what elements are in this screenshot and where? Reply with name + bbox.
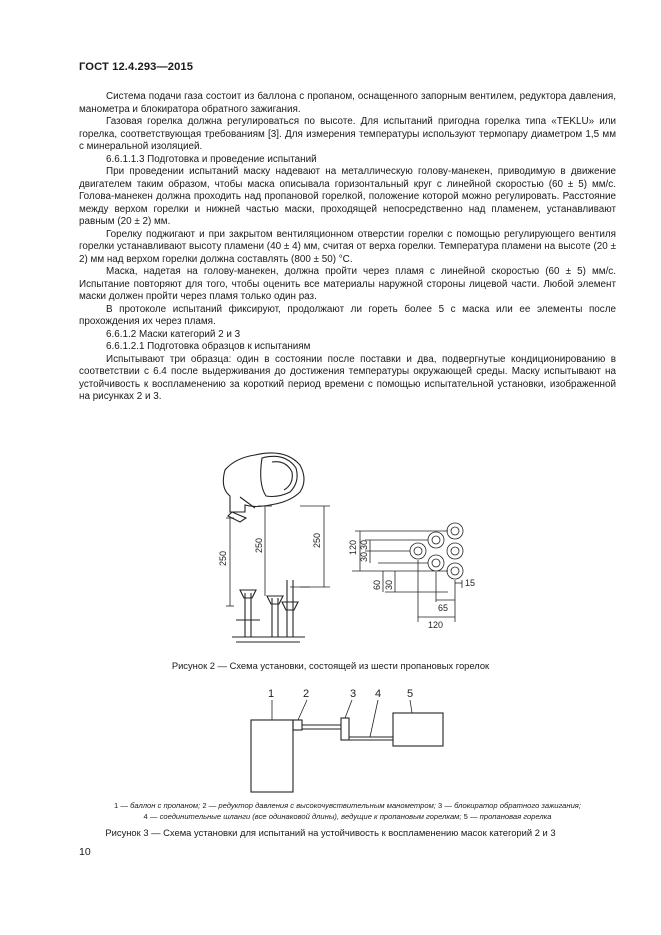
propane-cylinder (251, 720, 293, 792)
figure-3-legend-line-1 (79, 800, 616, 811)
dim-plan-120-v: 120 (348, 539, 358, 555)
paragraph-samples: Испытывают три образца: один в состоянии после поставки и два, подвергнутые кондиционированию в соответствии с 6.4 после выдерживания до достижения температуры окружающей среды. Маску испытывают на устойчивость к воспламенению за короткий период времени с помощью испытательной установки, изображенной на рисунках 2 и 3. (79, 353, 616, 402)
legend-text-1: — баллон с пропаном; (118, 801, 203, 810)
dim-side-250-c: 250 (312, 532, 322, 548)
legend-text-5: — пропановая горелка (467, 812, 552, 821)
dim-plan-65: 65 (438, 603, 449, 613)
dim-plan-30-a: 30 (359, 539, 369, 550)
paragraph-gas-system: Система подачи газа состоит из баллона с пропаном, оснащенного запорным вентилем, редуктора давления, манометра и блокиратора обратного зажигания. (79, 91, 616, 115)
paragraph-burner: Газовая горелка должна регулироваться по высоте. Для испытаний пригодна горелка типа «TEKLU» или горелка, соответствующая требованиям [3]. Для измерения температуры используют термопару диаметром 1,5 мм с минеральной изоляцией. (79, 116, 616, 152)
figure-3-legend-line-2 (79, 811, 616, 822)
page-number: 10 (79, 846, 91, 858)
paragraph-ignition: Горелку поджигают и при закрытом вентиляционном отверстии горелки с помощью регулирующего вентиля горелки устанавливают высоту пламени (40 ± 4) мм, считая от верха горелки. Температура пламени на высоте (20 ± 2) мм над верхом горелки должна составлять (800 ± 50) °С. (79, 228, 616, 265)
fig3-label-5: 5 (407, 688, 414, 700)
document-header: ГОСТ 12.4.293—2015 (79, 61, 194, 73)
fig3-label-3: 3 (350, 688, 357, 700)
propane-burner (393, 713, 443, 746)
section-heading-6-6-1-2-1: 6.6.1.2.1 Подготовка образцов к испытаниям (106, 341, 311, 352)
flashback-arrestor (341, 718, 349, 740)
paragraph-protocol: В протоколе испытаний фиксируют, продолжают ли гореть более 5 с маска или ее элементы после прохождения их через пламя. (79, 303, 616, 327)
legend-text-3: — блокиратор обратного зажигания; (442, 801, 581, 810)
fig3-label-1: 1 (268, 688, 275, 700)
dim-plan-30-c: 30 (384, 579, 394, 590)
legend-num-2: 2 (202, 801, 207, 810)
legend-num-1: 1 (114, 801, 119, 810)
dim-plan-120-h: 120 (428, 620, 444, 630)
figure-3-caption: Рисунок 3 — Схема установки для испытаний на устойчивость к воспламенению масок категорий 2 и 3 (105, 827, 556, 838)
fig3-label-2: 2 (303, 688, 310, 700)
dim-side-250-a: 250 (218, 550, 228, 566)
fig3-label-4: 4 (375, 688, 382, 700)
legend-text-2: — редуктор давления с высокочувствительным манометром; (206, 801, 439, 810)
legend-text-4: — соединительные шланги (все одинаковой длины), ведущие к пропановым горелкам; (147, 812, 464, 821)
figure-2-caption: Рисунок 2 — Схема установки, состоящей из шести пропановых горелок (171, 660, 490, 671)
dim-plan-30-b: 30 (359, 551, 369, 562)
section-heading-6-6-1-2: 6.6.1.2 Маски категорий 2 и 3 (106, 328, 241, 340)
section-heading-6-6-1-1-3: 6.6.1.1.3 Подготовка и проведение испытаний (106, 153, 317, 165)
paragraph-mask-pass: Маска, надетая на голову-манекен, должна пройти через пламя с линейной скоростью (60 ± 5) мм/с. Испытание повторяют для того, чтобы оценить все материалы наружной стороны лицевой части. Любой элемент маски должен пройти через пламя только один раз. (79, 266, 616, 302)
dim-plan-60: 60 (372, 579, 382, 590)
paragraph-test-procedure: При проведении испытаний маску надевают на металлическую голову-манекен, приводимую в движение двигателем таким образом, чтобы маска описывала горизонтальный круг с линейной скоростью (60 ± 5) мм/с. Голова-манекен должна проходить над пропановой горелкой, положение которой можно регулировать. Расстояние между верхом горелки и нижней частью маски, проходящей непосредственно над пламенем, устанавливают равным (20 ± 2) мм. (79, 166, 616, 227)
legend-num-3: 3 (438, 801, 443, 810)
legend-num-5: 5 (463, 812, 468, 821)
dim-plan-15: 15 (465, 578, 476, 588)
dim-side-250-b: 250 (254, 537, 264, 553)
pressure-reducer (293, 720, 302, 730)
legend-num-4: 4 (143, 812, 148, 821)
